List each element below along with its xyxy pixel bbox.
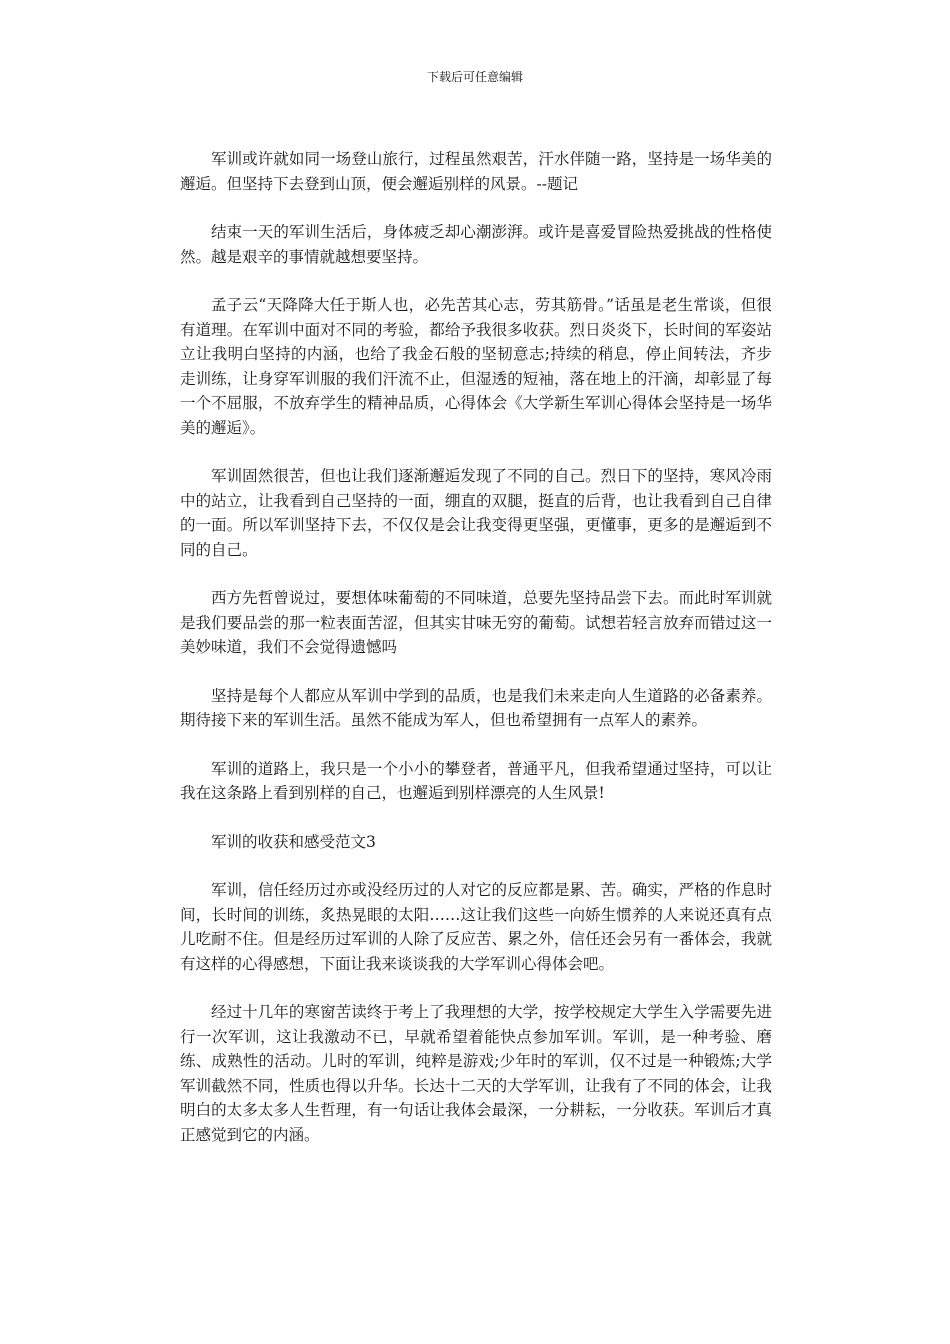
- page-header-note: 下载后可任意编辑: [426, 70, 523, 84]
- paragraph-epigraph: 军训或许就如同一场登山旅行，过程虽然艰苦，汗水伴随一路，坚持是一场华美的邂逅。但坚持下去登到山顶，便会邂逅别样的风景。--题记: [180, 150, 772, 193]
- paragraph-climber: 军训的道路上，我只是一个小小的攀登者，普通平凡，但我希望通过坚持，可以让我在这条路上看到别样的自己，也邂逅到别样漂亮的人生风景!: [180, 759, 772, 802]
- paragraph-tired-and-hard: 军训，信任经历过亦或没经历过的人对它的反应都是累、苦。确实，严格的作息时间，长时间的训练，炙热晃眼的太阳……这让我们这些一向娇生惯养的人来说还真有点儿吃耐不住。但是经历过军训的人除了反应苦、累之外，信任还会另有一番体会，我就有这样的心得感想，下面让我来谈谈我的大学军训心得体会吧。: [180, 881, 772, 973]
- document-body: [180, 147, 772, 1171]
- paragraph-grape-metaphor: 西方先哲曾说过，要想体味葡萄的不同味道，总要先坚持品尝下去。而此时军训就是我们要品尝的那一粒表面苦涩，但其实甘味无穷的葡萄。试想若轻言放弃而错过这一美妙味道，我们不会觉得遗憾吗: [180, 589, 772, 656]
- paragraph-after-training-day: 结束一天的军训生活后，身体疲乏却心潮澎湃。或许是喜爱冒险热爱挑战的性格使然。越是艰辛的事情就越想要坚持。: [180, 223, 772, 266]
- paragraph-mencius-quote: 孟子云“天降降大任于斯人也，必先苦其心志，劳其筋骨。”话虽是老生常谈，但很有道理。在军训中面对不同的考验，都给予我很多收获。烈日炎炎下，长时间的军姿站立让我明白坚持的内涵，也给了我金石般的坚韧意志;持续的稍息，停止间转法，齐步走训练，让身穿军训服的我们汗流不止，但湿透的短袖，落在地上的汗滴，却彰显了每一个不屈服，不放弃学生的精神品质，心得体会《大学新生军训心得体会坚持是一场华美的邂逅》。: [180, 296, 772, 437]
- paragraph-university-training: 经过十几年的寒窗苦读终于考上了我理想的大学，按学校规定大学生入学需要先进行一次军训，这让我激动不已，早就希望着能快点参加军训。军训，是一种考验、磨练、成熟性的活动。儿时的军训，纯粹是游戏;少年时的军训，仅不过是一种锻炼;大学军训截然不同，性质也得以升华。长达十二天的大学军训，让我有了不同的体会，让我明白的太多太多人生哲理，有一句话让我体会最深，一分耕耘，一分收获。军训后才真正感觉到它的内涵。: [180, 1003, 772, 1144]
- paragraph-different-self: 军训固然很苦，但也让我们逐渐邂逅发现了不同的自己。烈日下的坚持，寒风冷雨中的站立，让我看到自己坚持的一面，绷直的双腿，挺直的后背，也让我看到自己自律的一面。所以军训坚持下去，不仅仅是会让我变得更坚强，更懂事，更多的是邂逅到不同的自己。: [180, 467, 772, 559]
- section-heading-sample-3: 军训的收获和感受范文3: [211, 832, 376, 851]
- paragraph-perseverance-quality: 坚持是每个人都应从军训中学到的品质，也是我们未来走向人生道路的必备素养。期待接下来的军训生活。虽然不能成为军人，但也希望拥有一点军人的素养。: [180, 686, 772, 729]
